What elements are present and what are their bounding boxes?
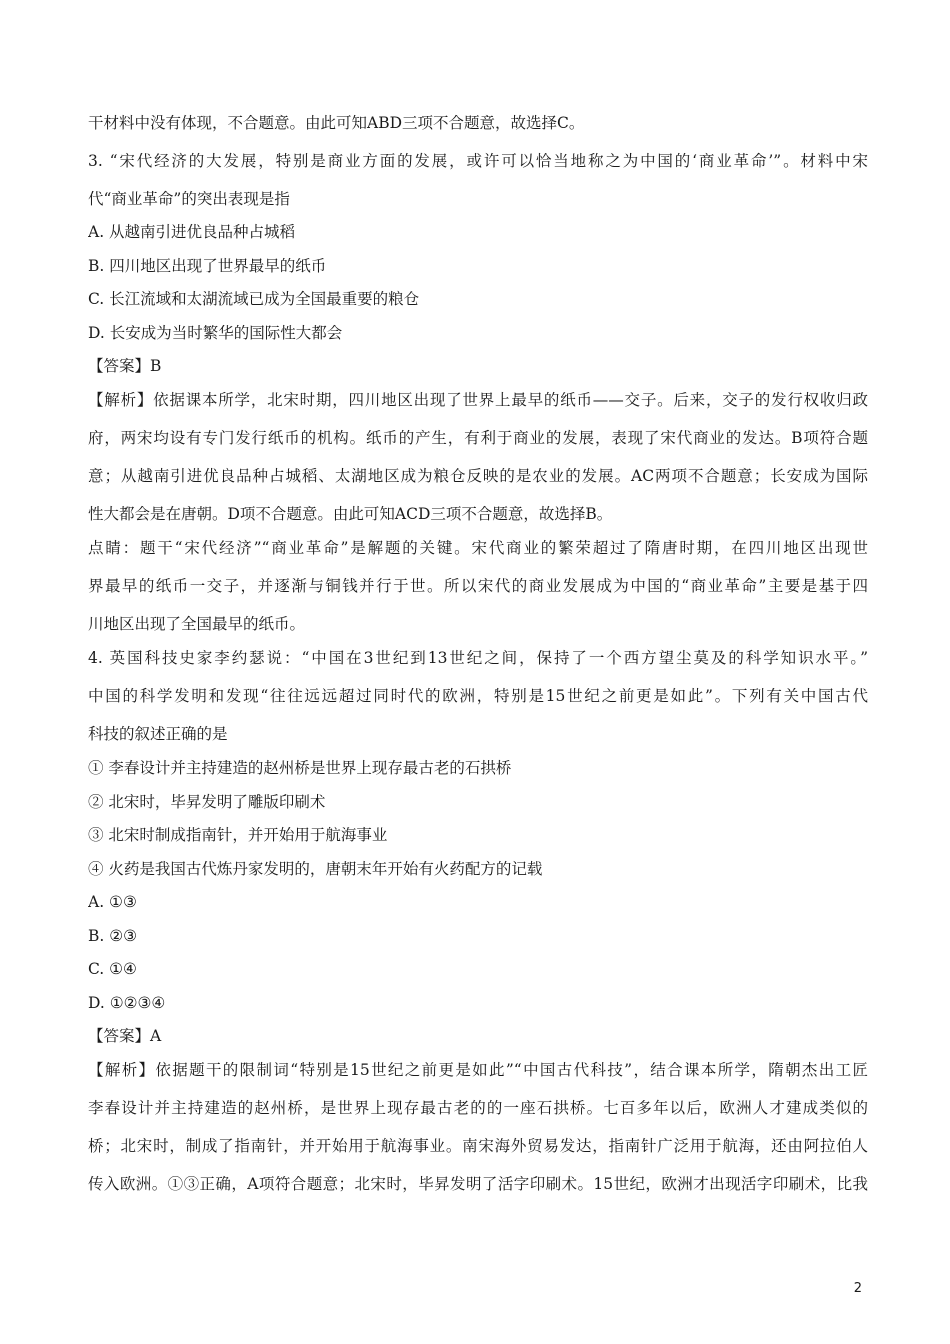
text-line: 传入欧洲。①③正确，A项符合题意；北宋时，毕昇发明了活字印刷术。15世纪，欧洲才出现活字印刷术，比我 xyxy=(88,1175,868,1193)
text-line: A. ①③ xyxy=(88,893,137,911)
text-line: 府，两宋均设有专门发行纸币的机构。纸币的产生，有利于商业的发展，表现了宋代商业的发达。B项符合题 xyxy=(88,429,868,447)
text-line: 性大都会是在唐朝。D项不合题意。由此可知ACD三项不合题意，故选择B。 xyxy=(88,505,613,523)
text-line: 中国的科学发明和发现“往往远远超过同时代的欧洲，特别是15世纪之前更是如此”。下列有关中国古代 xyxy=(88,687,868,705)
text-line: 李春设计并主持建造的赵州桥，是世界上现存最古老的的一座石拱桥。七百多年以后，欧洲人才建成类似的 xyxy=(88,1099,868,1117)
text-line: 【答案】B xyxy=(88,357,162,375)
text-line: 4. 英国科技史家李约瑟说：“中国在3世纪到13世纪之间，保持了一个西方望尘莫及的科学知识水平。” xyxy=(88,649,868,667)
text-line: 界最早的纸币一交子，并逐渐与铜钱并行于世。所以宋代的商业发展成为中国的“商业革命”主要是基于四 xyxy=(88,577,868,595)
text-line: B. 四川地区出现了世界最早的纸币 xyxy=(88,257,327,275)
text-line: 3. “宋代经济的大发展，特别是商业方面的发展，或许可以恰当地称之为中国的‘商业革命’”。材料中宋 xyxy=(88,152,868,170)
text-line: ③ 北宋时制成指南针，并开始用于航海事业 xyxy=(88,826,388,844)
text-line: 川地区出现了全国最早的纸币。 xyxy=(88,615,306,633)
text-line: 代“商业革命”的突出表现是指 xyxy=(88,190,290,208)
text-line: A. 从越南引进优良品种占城稻 xyxy=(88,223,296,241)
text-line: D. ①②③④ xyxy=(88,994,166,1012)
text-line: 【解析】依据课本所学，北宋时期，四川地区出现了世界上最早的纸币——交子。后来，交子的发行权收归政 xyxy=(88,391,868,409)
text-line: ① 李春设计并主持建造的赵州桥是世界上现存最古老的石拱桥 xyxy=(88,759,512,777)
text-line: B. ②③ xyxy=(88,927,138,945)
text-line: 干材料中没有体现，不合题意。由此可知ABD三项不合题意，故选择C。 xyxy=(88,114,585,132)
text-line: C. ①④ xyxy=(88,960,137,978)
page-number: 2 xyxy=(853,1281,862,1296)
text-line: C. 长江流域和太湖流域已成为全国最重要的粮仓 xyxy=(88,290,420,308)
text-line: D. 长安成为当时繁华的国际性大都会 xyxy=(88,324,343,342)
text-line: 【答案】A xyxy=(88,1027,162,1045)
text-line: ② 北宋时，毕昇发明了雕版印刷术 xyxy=(88,793,326,811)
text-line: 【解析】依据题干的限制词“特别是15世纪之前更是如此”“中国古代科技”，结合课本所学，隋朝杰出工匠 xyxy=(88,1061,868,1079)
text-line: ④ 火药是我国古代炼丹家发明的，唐朝末年开始有火药配方的记载 xyxy=(88,860,543,878)
text-line: 点睛：题干“宋代经济”“商业革命”是解题的关键。宋代商业的繁荣超过了隋唐时期，在四川地区出现世 xyxy=(88,539,868,557)
text-line: 意；从越南引进优良品种占城稻、太湖地区成为粮仓反映的是农业的发展。AC两项不合题意；长安成为国际 xyxy=(88,467,868,485)
text-line: 科技的叙述正确的是 xyxy=(88,725,228,743)
text-line: 桥；北宋时，制成了指南针，并开始用于航海事业。南宋海外贸易发达，指南针广泛用于航海，还由阿拉伯人 xyxy=(88,1137,868,1155)
